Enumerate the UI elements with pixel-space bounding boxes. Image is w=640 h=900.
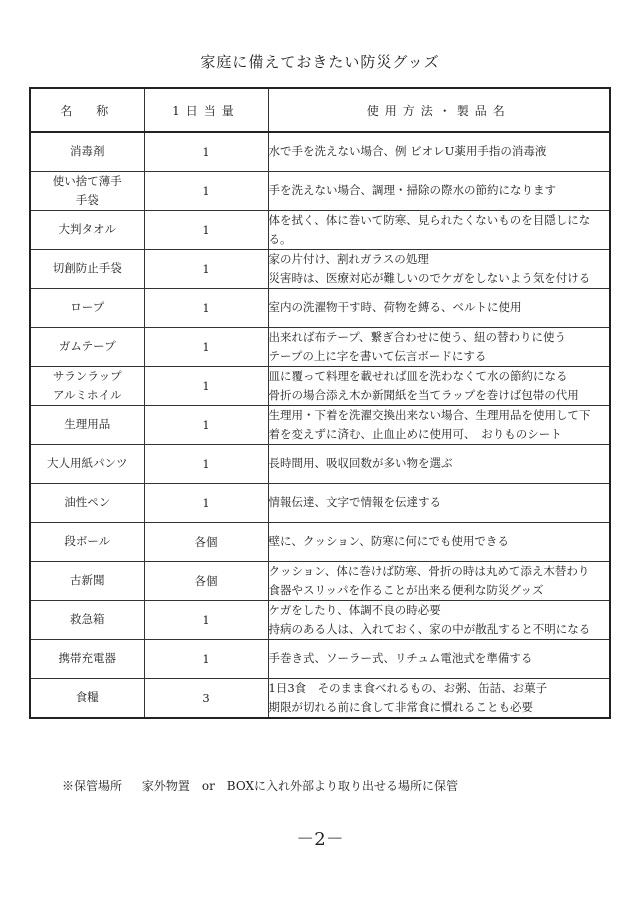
item-daily-qty: 1	[144, 327, 268, 366]
item-name	[30, 678, 144, 718]
item-usage-line: 情報伝達、文字で情報を伝達する	[268, 495, 441, 509]
item-usage	[268, 639, 610, 678]
item-name	[30, 600, 144, 639]
item-usage-line: 出来れば布テープ、繋ぎ合わせに使う、紐の替わりに使う	[268, 329, 567, 344]
item-name	[30, 405, 144, 444]
item-name-line: 大人用紙パンツ	[47, 456, 128, 470]
item-usage	[268, 678, 610, 718]
item-name	[30, 249, 144, 288]
item-daily-qty: 各個	[144, 561, 268, 600]
item-name-line: 生理用品	[64, 417, 111, 431]
header-qty: 1日当量	[144, 88, 268, 132]
item-usage	[268, 561, 610, 600]
item-daily-qty: 1	[144, 483, 268, 522]
item-name	[30, 132, 144, 171]
item-name	[30, 522, 144, 561]
item-usage-line: 壁に、クッション、防寒に何にでも使用できる	[268, 534, 509, 548]
item-name-line: 古新聞	[70, 573, 105, 587]
item-name-line: 食糧	[75, 690, 99, 704]
item-daily-qty: 1	[144, 600, 268, 639]
item-usage-line: 室内の洗濯物干す時、荷物を縛る、ベルトに使用	[268, 300, 522, 314]
item-daily-qty: 1	[144, 171, 268, 210]
item-name	[30, 444, 144, 483]
item-daily-qty: 1	[144, 444, 268, 483]
item-daily-qty: 1	[144, 639, 268, 678]
page-number: －2－	[296, 829, 344, 850]
disaster-goods-table	[29, 87, 611, 719]
item-usage	[268, 327, 610, 366]
item-usage-line: 水で手を洗えない場合、例 ビオレU薬用手指の消毒液	[268, 144, 547, 159]
item-usage	[268, 483, 610, 522]
item-usage	[268, 366, 610, 405]
document-title: 家庭に備えておきたい防災グッズ	[200, 53, 440, 71]
table-row	[30, 327, 610, 366]
item-usage-line: る。	[268, 231, 292, 246]
item-daily-qty: 1	[144, 366, 268, 405]
item-name	[30, 561, 144, 600]
item-name	[30, 639, 144, 678]
item-daily-qty: 1	[144, 405, 268, 444]
item-name	[30, 327, 144, 366]
item-usage-line: 持病のある人は、入れておく、家の中が散乱すると不明になる	[268, 621, 591, 636]
table-row	[30, 249, 610, 288]
table-row	[30, 639, 610, 678]
table-body	[30, 132, 610, 718]
item-usage-line: 災害時は、医療対応が難しいのでケガをしないよう気を付ける	[268, 270, 591, 285]
item-name	[30, 366, 144, 405]
item-daily-qty: 1	[144, 249, 268, 288]
item-usage-line: 1日3食 そのまま食べれるもの、お粥、缶詰、お菓子	[268, 680, 548, 695]
item-name	[30, 288, 144, 327]
item-usage-line: 期限が切れる前に食して非常食に慣れることも必要	[268, 699, 533, 714]
table-row	[30, 366, 610, 405]
table-row	[30, 444, 610, 483]
item-usage	[268, 132, 610, 171]
item-name-line: 油性ペン	[64, 495, 111, 509]
item-daily-qty: 1	[144, 132, 268, 171]
item-usage-line: 皿に覆って料理を載せれば皿を洗わなくて水の節約になる	[268, 368, 568, 383]
item-usage	[268, 171, 610, 210]
item-daily-qty: 1	[144, 288, 268, 327]
table-row	[30, 405, 610, 444]
item-usage-line: 生理用・下着を洗濯交換出来ない場合、生理用品を使用して下	[268, 407, 591, 422]
item-usage-line: テープの上に字を書いて伝言ボードにする	[268, 348, 487, 363]
storage-note-text: 家外物置 or BOXに入れ外部より取り出せる場所に保管	[141, 779, 459, 793]
item-usage-line: 着を変えずに済む、止血止めに使用可、 おりものシート	[268, 426, 562, 441]
table-row	[30, 522, 610, 561]
item-daily-qty: 各個	[144, 522, 268, 561]
item-usage	[268, 405, 610, 444]
item-name-line: アルミホイル	[52, 387, 122, 402]
item-name-line: 手袋	[75, 192, 99, 207]
item-name	[30, 483, 144, 522]
item-usage	[268, 249, 610, 288]
header-name: 名 称	[30, 88, 144, 132]
item-usage	[268, 210, 610, 249]
item-name-line: 段ボール	[64, 534, 111, 548]
storage-note	[62, 777, 472, 794]
table-row	[30, 600, 610, 639]
item-name-line: 救急箱	[70, 612, 105, 626]
item-name-line: 携帯充電器	[58, 651, 116, 665]
item-name-line: ガムテープ	[58, 339, 116, 353]
header-usage: 使用方法・製品名	[268, 88, 610, 132]
table-row	[30, 288, 610, 327]
item-name-line: ロープ	[70, 300, 105, 314]
item-name	[30, 210, 144, 249]
storage-note-label: ※保管場所	[62, 779, 123, 793]
table-header-row	[30, 88, 610, 132]
item-daily-qty: 1	[144, 210, 268, 249]
item-usage-line: 長時間用、吸収回数が多い物を選ぶ	[268, 456, 453, 470]
table-row	[30, 483, 610, 522]
item-usage-line: ケガをしたり、体調不良の時必要	[268, 602, 441, 617]
item-usage	[268, 288, 610, 327]
item-usage-line: 食器やスリッパを作ることが出来る便利な防災グッズ	[268, 582, 544, 597]
item-usage-line: 手巻き式、ソーラー式、リチュム電池式を準備する	[268, 651, 533, 665]
item-name-line: 大判タオル	[58, 222, 116, 236]
item-usage-line: 骨折の場合添え木か新聞紙を当てラップを巻けば包帯の代用	[268, 387, 579, 402]
item-usage-line: 手を洗えない場合、調理・掃除の際水の節約になります	[268, 183, 556, 197]
item-name	[30, 171, 144, 210]
item-usage-line: クッション、体に巻けば防寒、骨折の時は丸めて添え木替わり	[268, 563, 590, 578]
table-row	[30, 210, 610, 249]
item-name-line: サランラップ	[52, 368, 122, 383]
item-usage	[268, 522, 610, 561]
item-name-line: 使い捨て薄手	[52, 173, 122, 188]
table-row	[30, 171, 610, 210]
table-row	[30, 678, 610, 718]
item-usage	[268, 600, 610, 639]
item-name-line: 切創防止手袋	[52, 261, 122, 275]
table-row	[30, 132, 610, 171]
item-usage-line: 体を拭く、体に巻いて防寒、見られたくないものを目隠しにな	[268, 212, 591, 227]
item-name-line: 消毒剤	[70, 144, 105, 159]
table-row	[30, 561, 610, 600]
item-usage	[268, 444, 610, 483]
item-daily-qty: 3	[144, 678, 268, 718]
item-usage-line: 家の片付け、割れガラスの処理	[268, 251, 429, 266]
